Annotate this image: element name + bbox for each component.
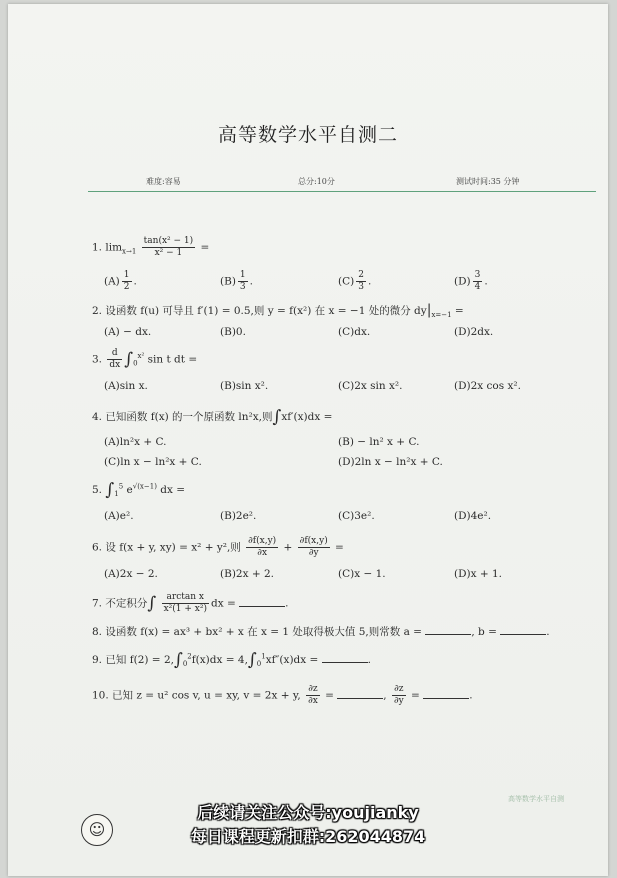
- time-label: 测试时间:35 分钟: [456, 177, 520, 186]
- q1-option-b: (B) $\frac{1}{3}$ .: [220, 270, 253, 292]
- q6-option-d: (D)x + 1.: [454, 568, 503, 580]
- q6-option-a: (A)2x − 2.: [104, 568, 158, 580]
- q8-blank-a[interactable]: [425, 624, 471, 635]
- q4-option-c: (C)ln x − ln²x + C.: [104, 456, 202, 468]
- question-8: 8. 设函数 f(x) = ax³ + bx² + x 在 x = 1 处取得极大值 5,则常数 a = , b = .: [92, 626, 550, 638]
- question-3: 3. $\frac{d}{dx}$ $\int_0^{x^2}$ sin t dt =: [92, 348, 198, 370]
- q1-option-a: (A) $\frac{1}{2}$ .: [104, 270, 137, 292]
- q2-option-a: (A) − dx.: [104, 326, 152, 338]
- difficulty-label: 难度:容易: [146, 177, 181, 186]
- question-2: 2. 设函数 f(u) 可导且 f′(1) = 0.5,则 y = f(x²) 在 x = −1 处的微分 $dy|_{x=-1}$ =: [92, 302, 464, 320]
- q2-option-d: (D)2dx.: [454, 326, 494, 338]
- q5-option-c: (C)3e².: [338, 510, 375, 522]
- q3-option-b: (B)sin x².: [220, 380, 269, 392]
- header-divider: [88, 191, 596, 192]
- q2-option-c: (C)dx.: [338, 326, 371, 338]
- q3-option-a: (A)sin x.: [104, 380, 148, 392]
- question-10: 10. 已知 z = u² cos v, u = xy, v = 2x + y, $\frac{\partial z}{\partial x}$ = , $\frac{\partial z}{\partial y}$ = .: [92, 684, 473, 706]
- q2-option-b: (B)0.: [220, 326, 246, 338]
- smiley-icon: ☺: [81, 814, 113, 846]
- q5-option-a: (A)e².: [104, 510, 134, 522]
- q6-option-c: (C)x − 1.: [338, 568, 386, 580]
- page-title: 高等数学水平自测二: [217, 124, 398, 146]
- q8-blank-b[interactable]: [500, 624, 546, 635]
- watermark-line-1: 后续请关注公众号:youjianky: [197, 803, 419, 822]
- q3-option-d: (D)2x cos x².: [454, 380, 521, 392]
- q4-option-b: (B) − ln² x + C.: [338, 436, 420, 448]
- q7-answer-blank[interactable]: [239, 596, 285, 607]
- q9-answer-blank[interactable]: [322, 652, 368, 663]
- q1-option-c: (C) $\frac{2}{3}$ .: [338, 270, 372, 292]
- score-label: 总分:10分: [298, 177, 335, 186]
- question-7: 7. 不定积分∫ $\frac{\text{arctan x}}{\text{x²(1 + x²)}}$ dx = .: [92, 592, 289, 614]
- question-1: 1. $\lim_{x\to 1}$ $\frac{\text{tan(x² − 1)}}{\text{x² − 1}}$ =: [92, 236, 210, 258]
- question-9: 9. 已知 $f(2) = 2,\int_0^2f(x)dx = 4,\int_0^1xf''(x)dx$ = .: [92, 650, 372, 670]
- q10-blank-dzdx[interactable]: [337, 688, 383, 699]
- q10-blank-dzdy[interactable]: [423, 688, 469, 699]
- watermark-line-2: 每日课程更新扣群:262044874: [190, 827, 426, 846]
- question-6: 6. 设 f(x + y, xy) = x² + y²,则 $\frac{\partial f(x,y)}{\partial x}$ + $\frac{\partial f(x,y)}{\partial y}$ =: [92, 536, 344, 558]
- question-5: 5. $\int_1^5$ $e^{√(x-1)}$ dx =: [92, 480, 186, 500]
- q4-option-a: (A)ln²x + C.: [104, 436, 167, 448]
- q4-option-d: (D)2ln x − ln²x + C.: [338, 456, 443, 468]
- q6-option-b: (B)2x + 2.: [220, 568, 275, 580]
- q1-option-d: (D) $\frac{3}{4}$ .: [454, 270, 488, 292]
- q3-option-c: (C)2x sin x².: [338, 380, 403, 392]
- footer-note: 高等数学水平自测: [508, 795, 564, 803]
- q5-option-b: (B)2e².: [220, 510, 257, 522]
- question-4: 4. 已知函数 f(x) 的一个原函数 ln²x,则∫xf′(x)dx =: [92, 407, 333, 427]
- q5-option-d: (D)4e².: [454, 510, 492, 522]
- exam-page: [8, 4, 608, 876]
